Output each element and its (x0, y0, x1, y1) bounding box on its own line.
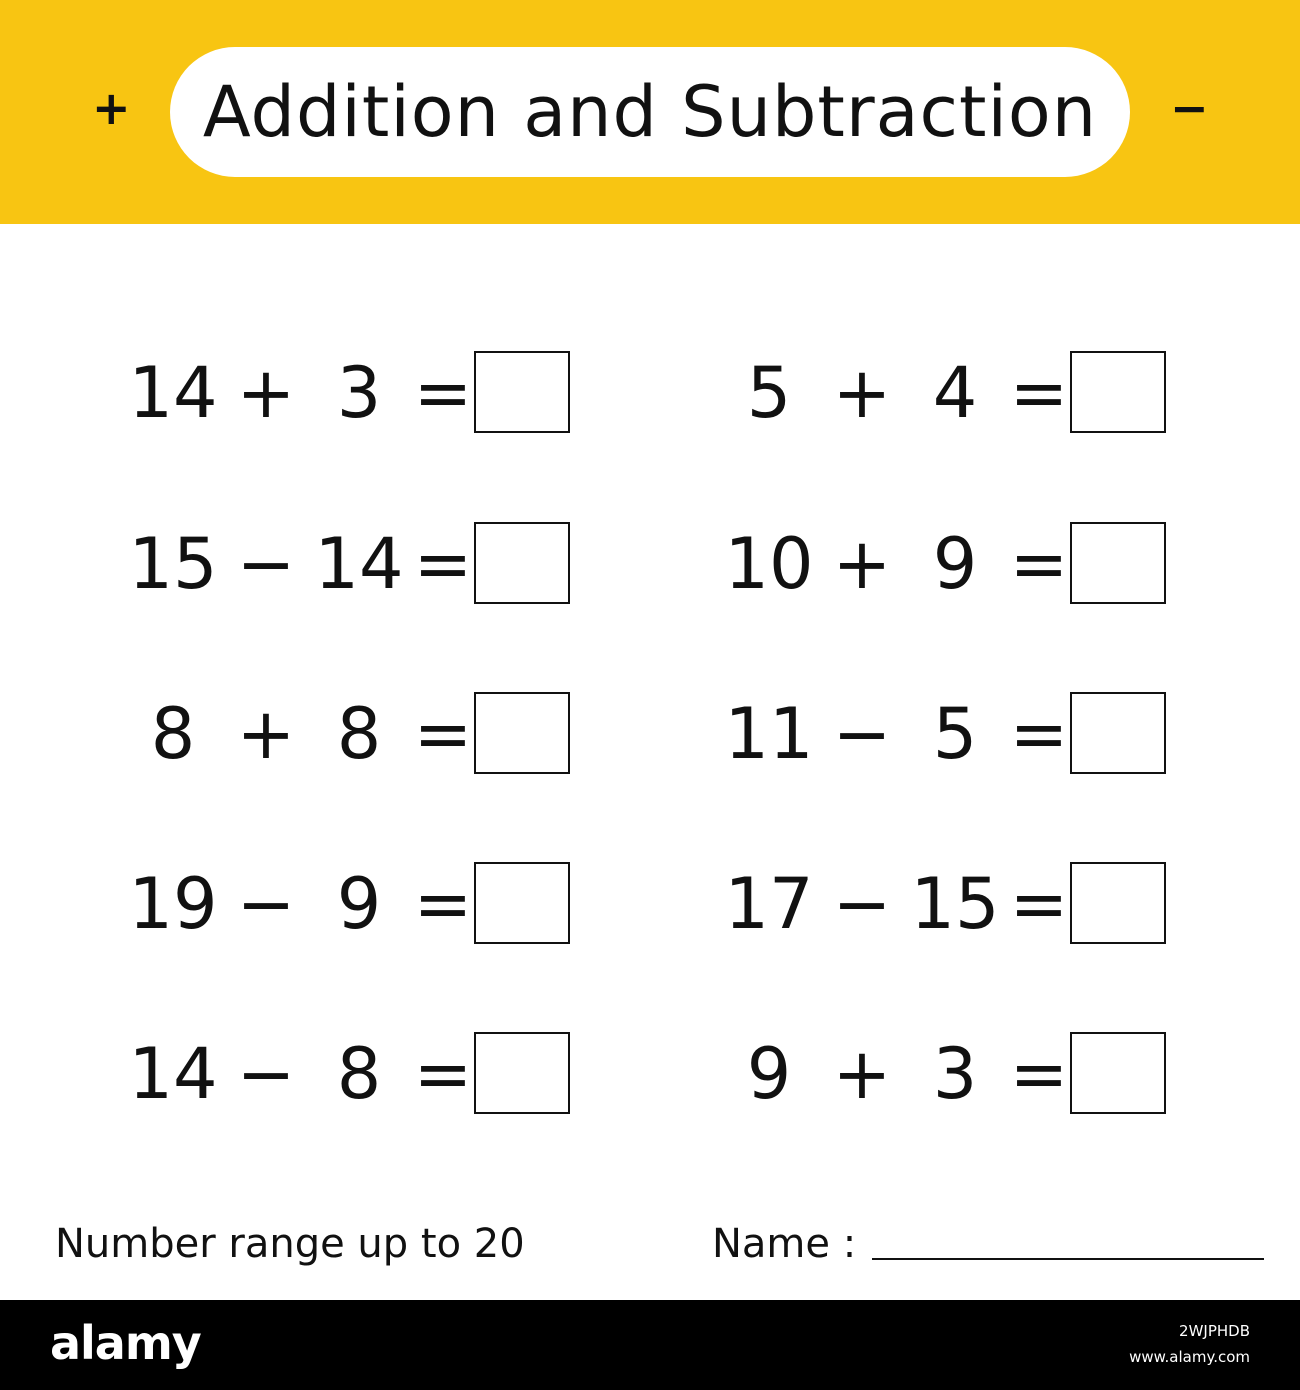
header-banner (0, 0, 1300, 224)
name-label: Name : (712, 1221, 857, 1267)
operand-a: 5 (746, 352, 792, 434)
equals-sign: = (413, 693, 473, 775)
operator: + (832, 1033, 892, 1115)
operator: + (832, 523, 892, 605)
operand-b: 14 (314, 523, 404, 605)
brand-logo: alamy (50, 1316, 201, 1370)
equation-row (120, 351, 474, 435)
answer-box[interactable] (1070, 692, 1166, 774)
page-title: Addition and Subtraction (202, 71, 1098, 153)
minus-sign: − (1170, 81, 1209, 135)
number-range-label: Number range up to 20 (55, 1221, 525, 1267)
operator: + (236, 693, 296, 775)
equals-sign: = (413, 352, 473, 434)
operand-b: 4 (932, 352, 978, 434)
site-url: www.alamy.com (1129, 1348, 1250, 1366)
operand-b: 3 (932, 1033, 978, 1115)
title-pill (170, 47, 1130, 177)
equation-row (716, 692, 1070, 776)
equals-sign: = (1009, 863, 1069, 945)
operand-b: 9 (336, 863, 382, 945)
operand-a: 11 (724, 693, 814, 775)
answer-box[interactable] (474, 522, 570, 604)
answer-box[interactable] (474, 351, 570, 433)
answer-box[interactable] (474, 1032, 570, 1114)
answer-box[interactable] (1070, 862, 1166, 944)
operator: + (832, 352, 892, 434)
operand-b: 3 (336, 352, 382, 434)
operand-b: 5 (932, 693, 978, 775)
answer-box[interactable] (474, 862, 570, 944)
operand-a: 9 (746, 1033, 792, 1115)
operand-a: 10 (724, 523, 814, 605)
operand-a: 14 (128, 1033, 218, 1115)
equation-row (716, 862, 1070, 946)
operand-a: 8 (150, 693, 196, 775)
image-id-block (1129, 1318, 1250, 1370)
equation-row (716, 351, 1070, 435)
operator: − (236, 1033, 296, 1115)
equation-row (120, 1032, 474, 1116)
equation-row (716, 522, 1070, 606)
equals-sign: = (1009, 352, 1069, 434)
equals-sign: = (413, 1033, 473, 1115)
equals-sign: = (413, 863, 473, 945)
plus-sign: + (92, 81, 131, 135)
answer-box[interactable] (1070, 351, 1166, 433)
name-field[interactable] (872, 1258, 1264, 1260)
equation-row (120, 862, 474, 946)
equals-sign: = (413, 523, 473, 605)
answer-box[interactable] (1070, 1032, 1166, 1114)
operand-a: 17 (724, 863, 814, 945)
equals-sign: = (1009, 693, 1069, 775)
operand-b: 15 (910, 863, 1000, 945)
equation-row (120, 692, 474, 776)
answer-box[interactable] (1070, 522, 1166, 604)
operand-b: 9 (932, 523, 978, 605)
operator: − (832, 693, 892, 775)
equation-row (120, 522, 474, 606)
equals-sign: = (1009, 1033, 1069, 1115)
operand-b: 8 (336, 1033, 382, 1115)
operand-b: 8 (336, 693, 382, 775)
watermark-bar (0, 1300, 1300, 1390)
operand-a: 19 (128, 863, 218, 945)
equation-row (716, 1032, 1070, 1116)
operand-a: 15 (128, 523, 218, 605)
image-id: 2WJPHDB (1179, 1322, 1250, 1340)
operator: − (236, 863, 296, 945)
equals-sign: = (1009, 523, 1069, 605)
operator: − (832, 863, 892, 945)
answer-box[interactable] (474, 692, 570, 774)
operator: + (236, 352, 296, 434)
operator: − (236, 523, 296, 605)
operand-a: 14 (128, 352, 218, 434)
